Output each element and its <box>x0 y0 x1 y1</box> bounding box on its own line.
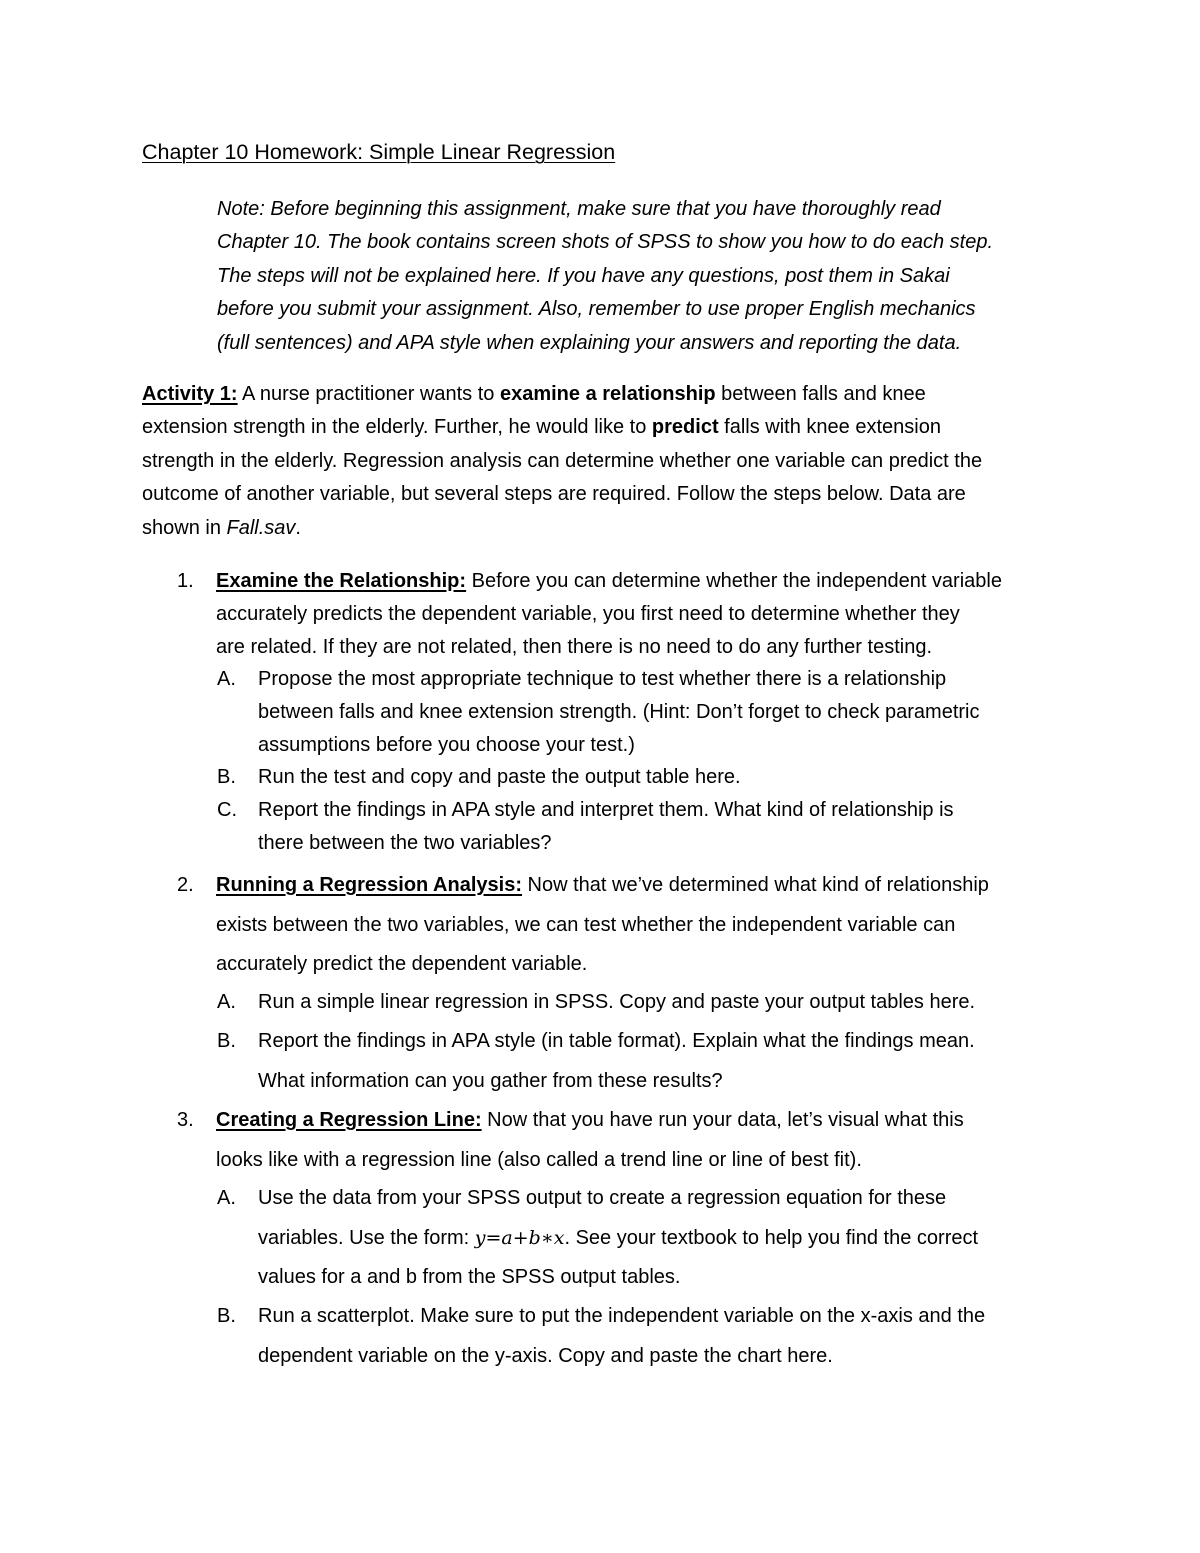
sub-item-letter: A. <box>217 668 236 690</box>
item-number: 3. <box>177 1109 194 1131</box>
sub-item-text: Report the findings in APA style (in table format). Explain what the findings mean. What information can you gather from these results? <box>258 1030 975 1092</box>
sub-item-text: Propose the most appropriate technique to test whether there is a relationship between falls and knee extension strength. (Hint: Don’t forget to check parametric assumptions before you choose your test.) <box>258 668 980 756</box>
activity-paragraph: Activity 1: A nurse practitioner wants to examine a relationship between falls and knee extension strength in the elderly. Further, he would like to predict falls with knee extension strength in the elderly. Regression analysis can determine whether one variable can predict the outcome of another variable, but several steps are required. Follow the steps below. Data are shown in Fall.sav. <box>142 383 983 539</box>
note-line: before you submit your assignment. Also, remember to use proper English mechanics <box>217 298 976 321</box>
note-line: (full sentences) and APA style when explaining your answers and reporting the data. <box>217 331 962 354</box>
sub-item-text: Run a scatterplot. Make sure to put the independent variable on the x-axis and the dependent variable on the y-axis. Copy and paste the chart here. <box>258 1305 986 1367</box>
file-name: Fall.sav <box>226 516 296 539</box>
item-heading: Creating a Regression Line: <box>216 1109 482 1131</box>
item-2-text: Running a Regression Analysis: Now that we’ve determined what kind of relationship exists between the two variables, we can test whether the independent variable can accurately predict the dependent variable. <box>216 874 989 975</box>
sub-item-text: Run the test and copy and paste the output table here. <box>258 766 741 788</box>
item-number: 2. <box>177 874 194 896</box>
sub-item-text: Run a simple linear regression in SPSS. Copy and paste your output tables here. <box>258 991 976 1013</box>
sub-item-letter: B. <box>217 766 236 788</box>
note-line: Chapter 10. The book contains screen shots of SPSS to show you how to do each step. <box>217 231 994 254</box>
sub-item-letter: A. <box>217 991 236 1013</box>
note-line: Note: Before beginning this assignment, make sure that you have thoroughly read <box>217 198 941 220</box>
sub-item-letter: C. <box>217 799 237 821</box>
assignment-note <box>217 193 1057 360</box>
item-number: 1. <box>177 570 194 592</box>
regression-equation: y=a+b∗x <box>474 1226 565 1249</box>
sub-item-text: Report the findings in APA style and interpret them. What kind of relationship is there between the two variables? <box>258 799 954 854</box>
sub-item-letter: B. <box>217 1305 236 1327</box>
sub-item-text: Use the data from your SPSS output to create a regression equation for these variables. Use the form: y=a+b∗x. See your textbook to help you find the correct values for a and b from the SPSS output tables. <box>258 1187 979 1288</box>
document-title: Chapter 10 Homework: Simple Linear Regression <box>142 140 616 164</box>
activity-label: Activity 1: <box>142 383 238 405</box>
emphasis-text: predict <box>651 416 719 439</box>
item-3-text: Creating a Regression Line: Now that you have run your data, let’s visual what this looks like with a regression line (also called a trend line or line of best fit). <box>216 1109 964 1171</box>
emphasis-text: examine a relationship <box>499 383 716 405</box>
sub-item-letter: A. <box>217 1187 236 1209</box>
sub-item-letter: B. <box>217 1030 236 1052</box>
item-1-text: Examine the Relationship: Before you can determine whether the independent variable accurately predicts the dependent variable, you first need to determine whether they are related. If they are not related, then there is no need to do any further testing. <box>216 570 1002 658</box>
item-heading: Running a Regression Analysis: <box>216 874 522 896</box>
note-line: The steps will not be explained here. If you have any questions, post them in Sakai <box>217 264 950 287</box>
item-heading: Examine the Relationship: <box>216 570 467 592</box>
